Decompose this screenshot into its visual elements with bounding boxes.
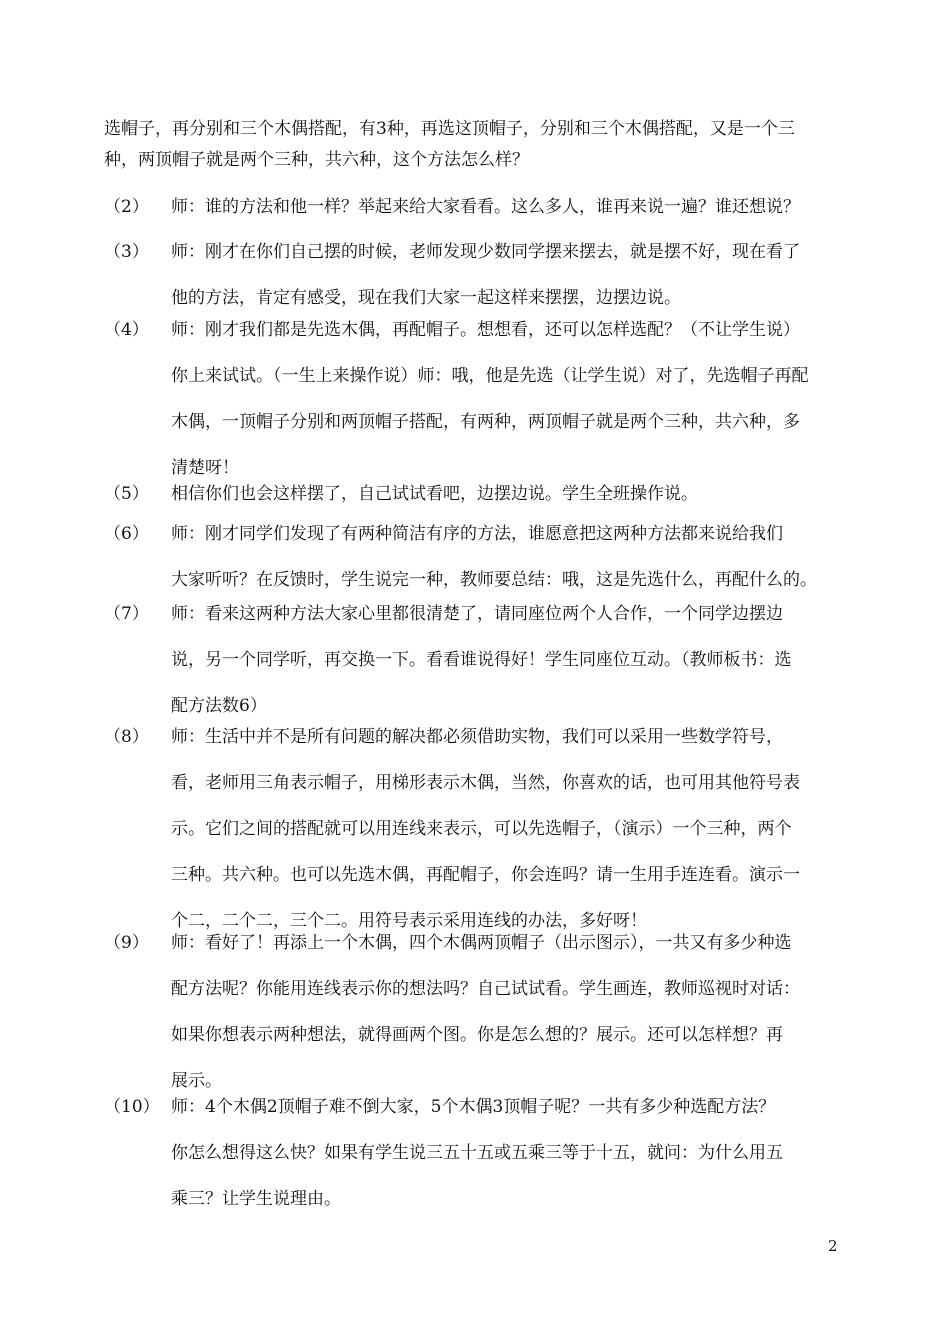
text-line: 师：谁的方法和他一样？举起来给大家看看。这么多人，谁再来说一遍？谁还想说？ (171, 197, 800, 217)
item-number: （9） (104, 933, 149, 953)
text-line: 展示。 (171, 1071, 222, 1091)
item-number: （4） (104, 320, 149, 340)
text-line: 他的方法，肯定有感受，现在我们大家一起这样来摆摆，边摆边说。 (171, 288, 681, 308)
text-line: 师：4个木偶2顶帽子难不倒大家，5个木偶3顶帽子呢？一共有多少种选配方法？ (171, 1097, 776, 1117)
text-line: 看，老师用三角表示帽子，用梯形表示木偶，当然，你喜欢的话，也可用其他符号表 (171, 773, 800, 793)
page-number: 2 (828, 1237, 838, 1255)
text-line: 师：看来这两种方法大家心里都很清楚了，请同座位两个人合作，一个同学边摆边 (171, 604, 783, 624)
text-line: 师：生活中并不是所有问题的解决都必须借助实物，我们可以采用一些数学符号， (171, 727, 783, 747)
item-number: （7） (104, 604, 149, 624)
item-number: （2） (104, 197, 149, 217)
text-line: 选帽子，再分别和三个木偶搭配，有3种，再选这顶帽子，分别和三个木偶搭配，又是一个三 (104, 119, 795, 139)
item-number: （5） (104, 484, 149, 504)
item-number: （10） (104, 1097, 160, 1117)
text-line: 你上来试试。（一生上来操作说）师：哦，他是先选（让学生说）对了，先选帽子再配 (171, 366, 809, 386)
text-line: 师：刚才在你们自己摆的时候，老师发现少数同学摆来摆去，就是摆不好，现在看了 (171, 242, 800, 262)
text-line: 三种。共六种。也可以先选木偶，再配帽子，你会连吗？请一生用手连连看。演示一 (171, 865, 800, 885)
item-number: （6） (104, 524, 149, 544)
text-line: 清楚呀！ (171, 458, 239, 478)
text-line: 大家听听？在反馈时，学生说完一种，教师要总结：哦，这是先选什么，再配什么的。 (171, 570, 817, 590)
text-line: 配方法数6） (171, 696, 267, 716)
text-line: 配方法呢？你能用连线表示你的想法吗？自己试试看。学生画连，教师巡视时对话： (171, 979, 800, 999)
text-line: 师：刚才我们都是先选木偶，再配帽子。想想看，还可以怎样选配？（不让学生说） (171, 320, 800, 340)
intro-paragraph (104, 114, 849, 176)
item-number: （3） (104, 242, 149, 262)
text-line: 示。它们之间的搭配就可以用连线来表示，可以先选帽子，（演示）一个三种，两个 (171, 819, 792, 839)
text-line: 乘三？让学生说理由。 (171, 1189, 341, 1209)
text-line: 说，另一个同学听，再交换一下。看看谁说得好！学生同座位互动。（教师板书：选 (171, 650, 792, 670)
text-line: 相信你们也会这样摆了，自己试试看吧，边摆边说。学生全班操作说。 (171, 484, 698, 504)
text-line: 如果你想表示两种想法，就得画两个图。你是怎么想的？展示。还可以怎样想？再 (171, 1025, 783, 1045)
text-line: 师：刚才同学们发现了有两种简洁有序的方法，谁愿意把这两种方法都来说给我们 (171, 524, 783, 544)
text-line: 木偶，一顶帽子分别和两顶帽子搭配，有两种，两顶帽子就是两个三种，共六种，多 (171, 412, 800, 432)
text-line: 你怎么想得这么快？如果有学生说三五十五或五乘三等于十五，就问：为什么用五 (171, 1143, 783, 1163)
text-line: 个二，二个二，三个二。用符号表示采用连线的办法，多好呀！ (171, 911, 647, 931)
text-line: 种，两顶帽子就是两个三种，共六种，这个方法怎么样？ (104, 150, 529, 170)
item-number: （8） (104, 727, 149, 747)
text-line: 师：看好了！再添上一个木偶，四个木偶两顶帽子（出示图示），一共又有多少种选 (171, 933, 792, 953)
